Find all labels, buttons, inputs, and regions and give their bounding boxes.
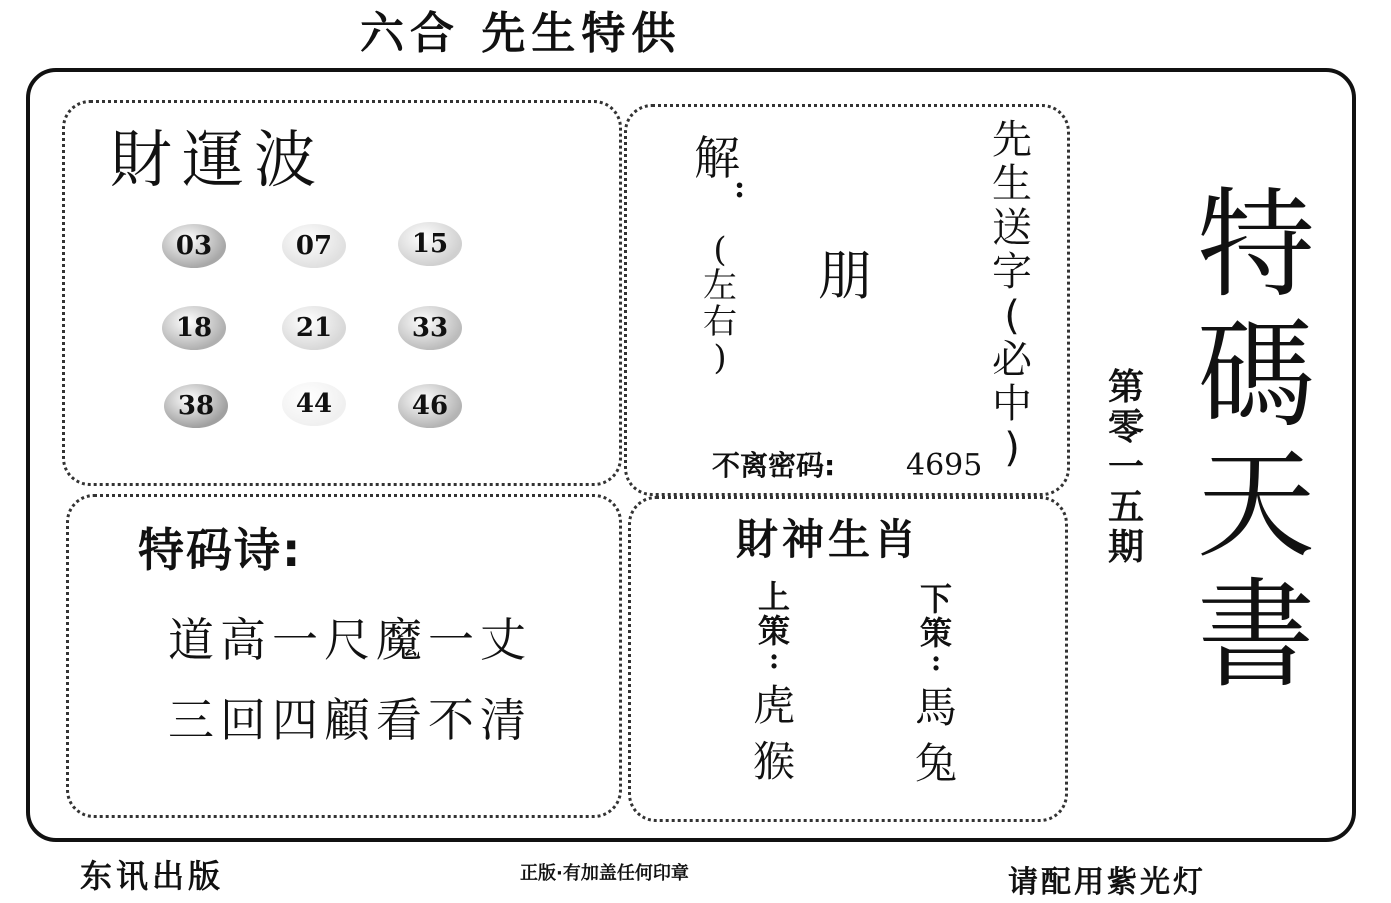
poem-title: 特码诗: <box>138 523 303 577</box>
number-ball-text: 18 <box>175 313 213 343</box>
wealth-panel-title: 財運波 <box>110 123 327 196</box>
number-ball <box>398 222 462 266</box>
zodiac-title: 財神生肖 <box>736 515 921 564</box>
zodiac-animal: 馬 <box>914 683 957 732</box>
hint-jie-label: 解 <box>694 131 740 185</box>
secret-code-value: 4695 <box>906 448 983 483</box>
poem-line: 三回四顧看不清 <box>168 693 532 747</box>
number-ball <box>282 306 346 350</box>
number-ball-text: 38 <box>177 391 215 421</box>
footer-uv-light-note: 请配用紫光灯 <box>1008 865 1206 900</box>
number-ball-text: 46 <box>411 391 449 421</box>
number-ball <box>282 224 346 268</box>
poem-line: 道高一尺魔一丈 <box>168 613 532 667</box>
number-ball <box>162 306 226 350</box>
hint-character: 朋 <box>818 244 872 307</box>
number-ball <box>398 384 462 428</box>
hint-colon: : <box>734 170 746 205</box>
number-ball <box>398 306 462 350</box>
number-ball-text: 03 <box>175 231 213 261</box>
header-title: 六合 先生特供 <box>360 8 682 59</box>
number-ball-text: 21 <box>295 313 333 343</box>
main-title: 特 碼 天 書 <box>1196 176 1315 704</box>
sender-vertical-text: 先 生 送 字 ( 必 中 ) <box>992 117 1032 471</box>
footer-authenticity-note: 正版·有加盖任何印章 <box>520 863 689 884</box>
number-ball <box>162 224 226 268</box>
zodiac-upper-label: 上 策 <box>757 578 790 650</box>
issue-number: 第 零 一 五 期 <box>1107 367 1144 568</box>
number-ball-text: 15 <box>411 229 449 259</box>
number-ball-text: 33 <box>411 313 449 343</box>
zodiac-upper-colon: : <box>768 642 780 675</box>
zodiac-lower-colon: : <box>930 644 942 677</box>
footer-publisher: 东讯出版 <box>80 857 225 895</box>
number-ball-text: 07 <box>295 231 333 261</box>
zodiac-animal: 兔 <box>914 739 957 788</box>
zodiac-animal: 猴 <box>752 737 795 786</box>
secret-code-label: 不离密码: <box>712 449 836 482</box>
number-ball-text: 44 <box>295 389 333 419</box>
zodiac-lower-label: 下 策 <box>919 580 952 652</box>
number-ball <box>164 384 228 428</box>
zodiac-lower-column <box>906 582 966 792</box>
number-ball <box>282 382 346 426</box>
zodiac-animal: 虎 <box>752 681 795 730</box>
hint-left-right: ( 左 右 ) <box>703 230 737 378</box>
zodiac-upper-column <box>744 580 804 790</box>
